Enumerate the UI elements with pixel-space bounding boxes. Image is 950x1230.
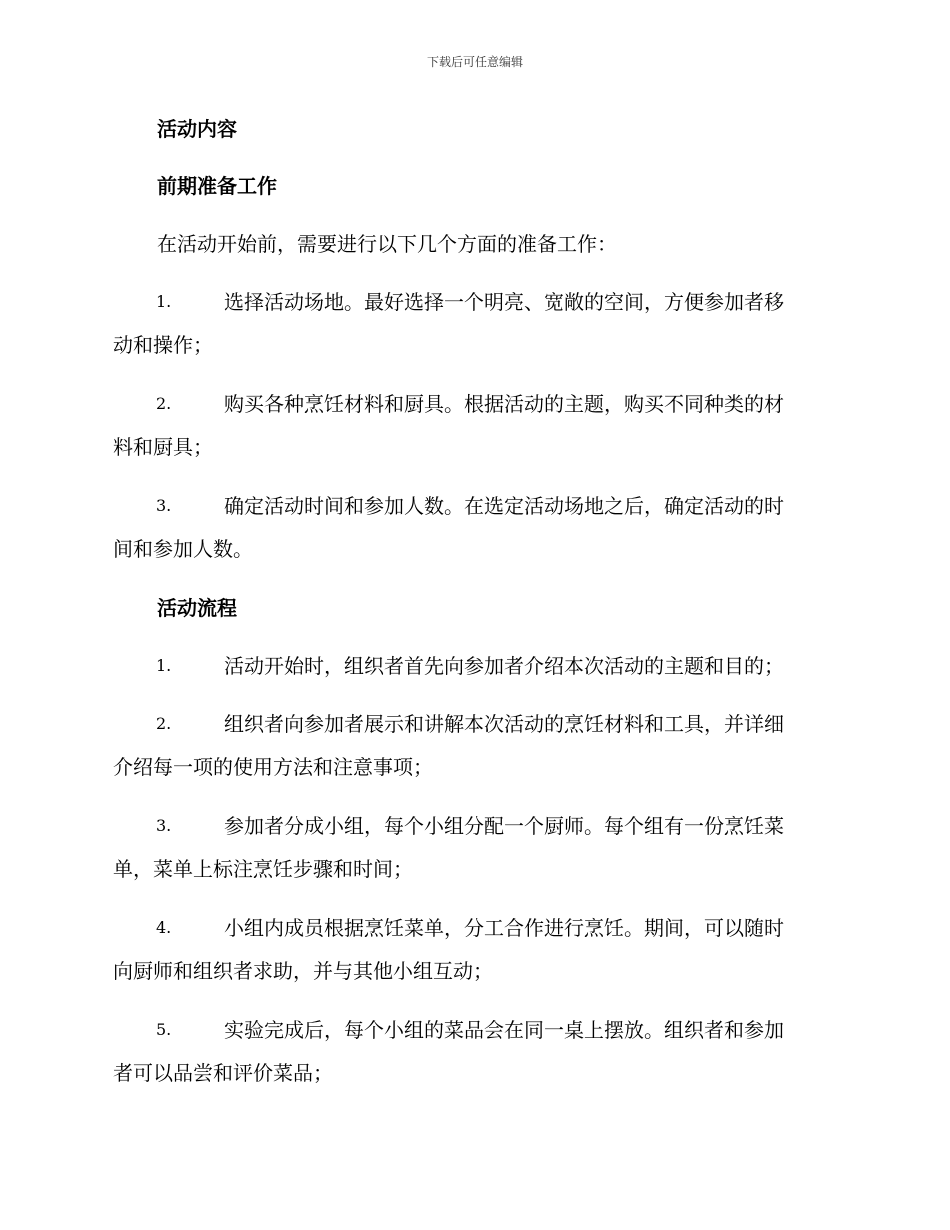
list-number: 1. bbox=[156, 656, 172, 675]
list-item-continuation: 动和操作； bbox=[113, 333, 213, 357]
prep-heading: 前期准备工作 bbox=[157, 174, 277, 198]
list-item-continuation: 料和厨具； bbox=[113, 435, 213, 459]
section-title: 活动内容 bbox=[157, 117, 237, 141]
prep-list-item bbox=[113, 492, 833, 561]
flow-list-item bbox=[113, 812, 833, 881]
flow-heading: 活动流程 bbox=[157, 596, 237, 620]
list-item-text: 实验完成后，每个小组的菜品会在同一桌上摆放。组织者和参加 bbox=[224, 1018, 784, 1042]
list-number: 5. bbox=[156, 1020, 172, 1039]
list-item-continuation: 介绍每一项的使用方法和注意事项； bbox=[113, 755, 433, 779]
flow-list-item bbox=[113, 710, 833, 779]
list-item-text: 确定活动时间和参加人数。在选定活动场地之后，确定活动的时 bbox=[224, 494, 784, 518]
flow-list-item bbox=[113, 652, 833, 680]
list-number: 2. bbox=[156, 394, 172, 413]
prep-list-item bbox=[113, 288, 833, 357]
list-number: 3. bbox=[156, 816, 172, 835]
prep-list-item bbox=[113, 390, 833, 459]
list-item-continuation: 者可以品尝和评价菜品； bbox=[113, 1061, 333, 1085]
prep-intro: 在活动开始前，需要进行以下几个方面的准备工作： bbox=[157, 232, 617, 256]
list-item-continuation: 向厨师和组织者求助，并与其他小组互动； bbox=[113, 959, 493, 983]
list-item-text: 购买各种烹饪材料和厨具。根据活动的主题，购买不同种类的材 bbox=[224, 392, 784, 416]
list-number: 1. bbox=[156, 292, 172, 311]
list-item-text: 活动开始时，组织者首先向参加者介绍本次活动的主题和目的； bbox=[224, 654, 784, 678]
flow-list-item bbox=[113, 1016, 833, 1085]
list-item-continuation: 单，菜单上标注烹饪步骤和时间； bbox=[113, 857, 413, 881]
list-number: 3. bbox=[156, 496, 172, 515]
list-item-text: 组织者向参加者展示和讲解本次活动的烹饪材料和工具，并详细 bbox=[224, 712, 784, 736]
flow-list-item bbox=[113, 914, 833, 983]
header-note: 下载后可任意编辑 bbox=[426, 55, 523, 69]
list-number: 2. bbox=[156, 714, 172, 733]
list-item-text: 参加者分成小组，每个小组分配一个厨师。每个组有一份烹饪菜 bbox=[224, 814, 784, 838]
list-item-continuation: 间和参加人数。 bbox=[113, 537, 253, 561]
list-number: 4. bbox=[156, 918, 172, 937]
list-item-text: 选择活动场地。最好选择一个明亮、宽敞的空间，方便参加者移 bbox=[224, 290, 784, 314]
list-item-text: 小组内成员根据烹饪菜单，分工合作进行烹饪。期间，可以随时 bbox=[224, 916, 784, 940]
